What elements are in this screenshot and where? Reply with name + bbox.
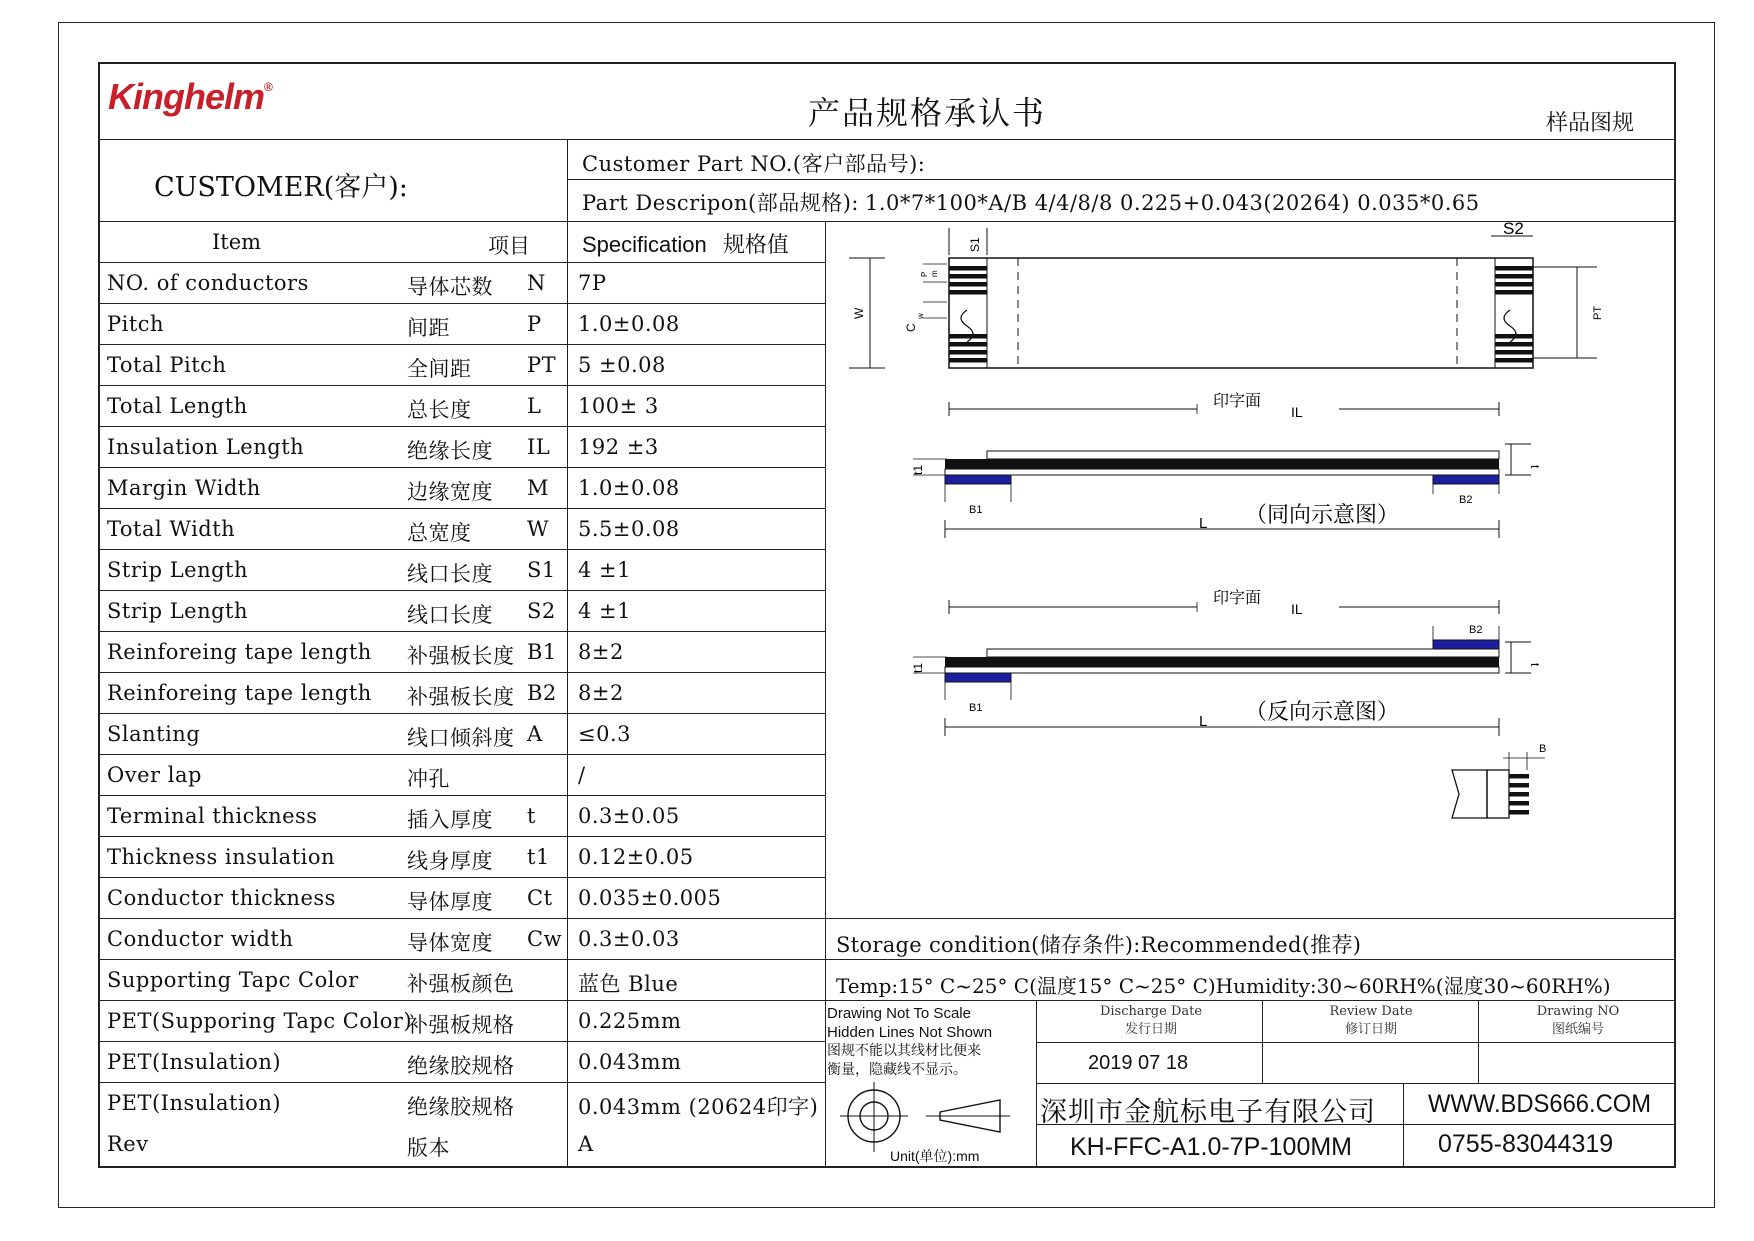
phone-number: 0755-83044319 xyxy=(1438,1130,1614,1158)
cw-label: w xyxy=(916,313,925,319)
company-name: 深圳市金航标电子有限公司 xyxy=(1040,1097,1376,1128)
w-label: W xyxy=(852,307,866,319)
spec-item-en: Reinforeing tape length xyxy=(107,681,372,705)
spec-value: 4 ±1 xyxy=(578,558,631,582)
divider xyxy=(1037,1083,1676,1084)
review-date-header: Review Date 修订日期 xyxy=(1329,1004,1413,1037)
b2-label: B2 xyxy=(1469,624,1483,636)
spec-value: 1.0±0.08 xyxy=(578,476,680,500)
tape-b1 xyxy=(945,475,1011,484)
spec-item-cn: 线口倾斜度 xyxy=(407,726,515,750)
spec-symbol: PT xyxy=(527,353,557,377)
conductor-stripe xyxy=(1495,266,1533,271)
b1-label: B1 xyxy=(969,504,983,516)
l-label: L xyxy=(1199,515,1208,532)
divider xyxy=(825,918,1676,919)
right-conductors xyxy=(1495,258,1533,368)
drawing-no-header: Drawing NO 图纸编号 xyxy=(1536,1004,1620,1037)
spec-symbol: L xyxy=(527,394,542,418)
spec-item-en: PET(Insulation) xyxy=(107,1050,282,1074)
conductor-stripe xyxy=(1495,274,1533,279)
spec-item-en: Reinforeing tape length xyxy=(107,640,372,664)
spec-item-cn: 线口长度 xyxy=(407,603,493,627)
spec-item-cn: 导体厚度 xyxy=(407,890,493,914)
row-divider xyxy=(98,303,825,304)
divider xyxy=(1036,1000,1037,1168)
row-divider xyxy=(98,549,825,550)
spec-value: 7P xyxy=(578,271,607,295)
spec-item-cn: 总宽度 xyxy=(407,521,472,545)
conductor-layer xyxy=(945,657,1499,667)
spec-symbol: IL xyxy=(527,435,551,459)
t-label: t xyxy=(1528,465,1542,469)
conductor-stripe xyxy=(1509,801,1529,806)
m-label: m xyxy=(930,270,939,277)
spec-value: 4 ±1 xyxy=(578,599,631,623)
spec-item-cn: 版本 xyxy=(407,1136,450,1160)
website-link[interactable]: WWW.BDS666.COM xyxy=(1428,1090,1652,1118)
row-divider xyxy=(98,426,825,427)
left-conductors xyxy=(949,258,987,368)
spec-value: 8±2 xyxy=(578,640,624,664)
p-label: P xyxy=(920,271,929,277)
divider xyxy=(825,221,826,1168)
spec-value: 5.5±0.08 xyxy=(578,517,680,541)
divider xyxy=(568,179,1676,180)
spec-value: 0.3±0.03 xyxy=(578,927,680,951)
spec-item-cn: 冲孔 xyxy=(407,767,450,791)
cable-layer xyxy=(945,469,1499,475)
spec-item-cn: 绝缘胶规格 xyxy=(407,1054,515,1078)
divider xyxy=(825,959,1676,960)
spec-item-cn: 线口长度 xyxy=(407,562,493,586)
divider xyxy=(567,139,568,1168)
spec-value: 0.12±0.05 xyxy=(578,845,694,869)
spec-value: / xyxy=(578,763,586,787)
spec-symbol: S1 xyxy=(527,558,556,582)
storage-title: Storage condition(储存条件):Recommended(推荐) xyxy=(836,933,1362,957)
spec-symbol: B1 xyxy=(527,640,557,664)
spec-item-en: Total Width xyxy=(107,517,236,541)
spec-value: 8±2 xyxy=(578,681,624,705)
spec-symbol: M xyxy=(527,476,550,500)
row-divider xyxy=(98,590,825,591)
row-divider xyxy=(98,713,825,714)
conductor-stripe xyxy=(949,290,987,295)
spec-item-en: Thickness insulation xyxy=(107,845,336,869)
spec-item-cn: 绝缘胶规格 xyxy=(407,1095,515,1119)
spec-item-en: Total Length xyxy=(107,394,248,418)
page-subtitle: 样品图规 xyxy=(1546,111,1635,136)
spec-value: 192 ±3 xyxy=(578,435,659,459)
spec-value: 蓝色 Blue xyxy=(578,972,679,996)
spec-value: 1.0±0.08 xyxy=(578,312,680,336)
print-side-label: 印字面 xyxy=(1213,590,1262,607)
cable-outline xyxy=(949,258,1533,368)
spec-item-cn: 全间距 xyxy=(407,357,472,381)
row-divider xyxy=(98,795,825,796)
reverse-direction-view xyxy=(911,589,1542,736)
row-divider xyxy=(98,631,825,632)
spec-value: 0.043mm (20624印字) xyxy=(578,1095,819,1119)
cable-layer xyxy=(987,451,1499,459)
divider xyxy=(1403,1083,1404,1168)
spec-item-en: PET(Insulation) xyxy=(107,1091,282,1115)
s2-label: S2 xyxy=(1503,222,1524,238)
unit-label: Unit(单位):mm xyxy=(890,1148,980,1164)
spec-value: 0.225mm xyxy=(578,1009,682,1033)
spec-item-cn: 导体宽度 xyxy=(407,931,493,955)
spec-item-cn: 绝缘长度 xyxy=(407,439,493,463)
same-direction-caption: （同向示意图） xyxy=(1245,502,1400,527)
spec-item-cn: 边缘宽度 xyxy=(407,480,493,504)
spec-item-en: Conductor thickness xyxy=(107,886,336,910)
spec-symbol: N xyxy=(527,271,546,295)
same-direction-view xyxy=(911,392,1542,538)
row-divider xyxy=(98,1082,825,1083)
conductor-stripe xyxy=(949,274,987,279)
conductor-stripe xyxy=(949,266,987,271)
row-divider xyxy=(98,1000,825,1001)
s1-label: S1 xyxy=(968,237,982,252)
b1-label: B1 xyxy=(969,702,983,714)
spec-value: 0.035±0.005 xyxy=(578,886,722,910)
spec-symbol: t1 xyxy=(527,845,550,869)
customer-label: CUSTOMER(客户): xyxy=(154,172,408,203)
conductor-stripe xyxy=(1509,792,1529,797)
conductor-stripe xyxy=(1509,774,1529,779)
cable-layer xyxy=(945,667,1499,673)
divider xyxy=(1262,1000,1263,1083)
row-divider xyxy=(98,344,825,345)
spec-symbol: S2 xyxy=(527,599,556,623)
spec-item-en: Pitch xyxy=(107,312,165,336)
discharge-date-header: Discharge Date 发行日期 xyxy=(1099,1004,1203,1037)
row-divider xyxy=(98,918,825,919)
b-label: B xyxy=(1539,743,1547,755)
conductor-stripe xyxy=(1495,282,1533,287)
item-header: Item xyxy=(212,230,262,254)
spec-value: 0.3±0.05 xyxy=(578,804,680,828)
conductor-stripe xyxy=(949,342,987,347)
spec-item-cn: 间距 xyxy=(407,316,450,340)
spec-item-cn: 补强板长度 xyxy=(407,644,515,668)
spec-item-cn: 线身厚度 xyxy=(407,849,493,873)
drawing-notes: Drawing Not To Scale Hidden Lines Not Shown 图规不能以其线材比便来 衡量，隐藏线不显示。 xyxy=(827,1005,993,1078)
conductor-stripe xyxy=(1509,783,1529,788)
spec-item-en: Conductor width xyxy=(107,927,294,951)
conductor-stripe xyxy=(1495,350,1533,355)
brand-logo: Kinghelm® xyxy=(108,76,272,117)
spec-item-en: Strip Length xyxy=(107,558,249,582)
spec-item-en: Insulation Length xyxy=(107,435,305,459)
page-title: 产品规格承认书 xyxy=(808,94,1047,132)
row-divider xyxy=(98,1041,825,1042)
spec-item-en: Slanting xyxy=(107,722,201,746)
row-divider xyxy=(98,836,825,837)
spec-value: ≤0.3 xyxy=(578,722,631,746)
spec-item-en: Strip Length xyxy=(107,599,249,623)
il-label: IL xyxy=(1291,404,1303,420)
spec-item-en: Supporting Tapc Color xyxy=(107,968,359,992)
c-label: C xyxy=(904,323,918,332)
spec-item-en: Over lap xyxy=(107,763,202,787)
spec-value: 100± 3 xyxy=(578,394,659,418)
l-label: L xyxy=(1199,713,1208,730)
spec-item-cn: 导体芯数 xyxy=(407,275,493,299)
spec-item-en: NO. of conductors xyxy=(107,271,309,295)
row-divider xyxy=(98,959,825,960)
slanting-detail xyxy=(1452,743,1546,818)
conductor-stripe xyxy=(949,282,987,287)
spec-item-cn: 插入厚度 xyxy=(407,808,493,832)
cable-layer xyxy=(987,649,1499,657)
spec-item-en: Rev xyxy=(107,1132,149,1156)
divider xyxy=(98,139,1676,140)
conductor-stripe xyxy=(1495,358,1533,363)
t1-label: t1 xyxy=(911,662,925,673)
conductor-layer xyxy=(945,459,1499,469)
row-divider xyxy=(98,672,825,673)
spec-item-en: Terminal thickness xyxy=(107,804,318,828)
reverse-direction-caption: （反向示意图） xyxy=(1245,699,1400,724)
row-divider xyxy=(98,754,825,755)
divider xyxy=(825,1000,1676,1001)
conductor-stripe xyxy=(1509,810,1529,815)
t1-label: t1 xyxy=(911,464,925,475)
b2-label: B2 xyxy=(1459,494,1473,506)
spec-symbol: Cw xyxy=(527,927,563,951)
row-divider xyxy=(98,508,825,509)
spec-symbol: B2 xyxy=(527,681,557,705)
conductor-stripe xyxy=(949,334,987,339)
customer-part-no-label: Customer Part NO.(客户部品号): xyxy=(582,152,926,176)
row-divider xyxy=(98,877,825,878)
spec-item-cn: 补强板规格 xyxy=(407,1013,515,1037)
il-label: IL xyxy=(1291,601,1303,617)
divider xyxy=(1478,1000,1479,1083)
cable-drawing xyxy=(827,222,1673,919)
spec-value: 0.043mm xyxy=(578,1050,682,1074)
part-number: KH-FFC-A1.0-7P-100MM xyxy=(1070,1133,1352,1161)
storage-detail: Temp:15° C~25° C(温度15° C~25° C)Humidity:30~60RH%(湿度30~60RH%) xyxy=(836,974,1611,998)
row-divider xyxy=(98,385,825,386)
spec-symbol: P xyxy=(527,312,542,336)
conductor-stripe xyxy=(1495,342,1533,347)
spec-item-cn: 补强板长度 xyxy=(407,685,515,709)
spec-item-cn: 补强板颜色 xyxy=(407,972,515,996)
spec-symbol: Ct xyxy=(527,886,553,910)
tape-b2 xyxy=(1433,640,1499,649)
tape-b1 xyxy=(945,673,1011,682)
spec-item-en: Margin Width xyxy=(107,476,261,500)
row-divider xyxy=(98,262,825,263)
spec-symbol: t xyxy=(527,804,536,828)
conductor-stripe xyxy=(949,358,987,363)
divider xyxy=(1037,1042,1676,1043)
spec-symbol: W xyxy=(527,517,550,541)
row-divider xyxy=(98,467,825,468)
spec-item-en: Total Pitch xyxy=(107,353,227,377)
print-side-label: 印字面 xyxy=(1213,393,1262,410)
t-label: t xyxy=(1528,663,1542,667)
conductor-stripe xyxy=(1495,290,1533,295)
spec-value: A xyxy=(578,1132,594,1156)
part-description: Part Descripon(部品规格): 1.0*7*100*A/B 4/4/8/8 0.225+0.043(20264) 0.035*0.65 xyxy=(582,191,1480,215)
spec-symbol: A xyxy=(527,722,543,746)
discharge-date-value: 2019 07 18 xyxy=(1088,1052,1189,1074)
spec-value: 5 ±0.08 xyxy=(578,353,666,377)
conductor-stripe xyxy=(949,350,987,355)
spec-item-en: PET(Supporing Tapc Color) xyxy=(107,1009,413,1033)
pt-label: PT xyxy=(1592,305,1604,320)
item-header-cn: 项目 xyxy=(488,234,530,258)
top-view xyxy=(849,222,1604,368)
spec-header: Specification 规格值 xyxy=(582,232,789,257)
spec-item-cn: 总长度 xyxy=(407,398,472,422)
tape-b2 xyxy=(1433,475,1499,484)
